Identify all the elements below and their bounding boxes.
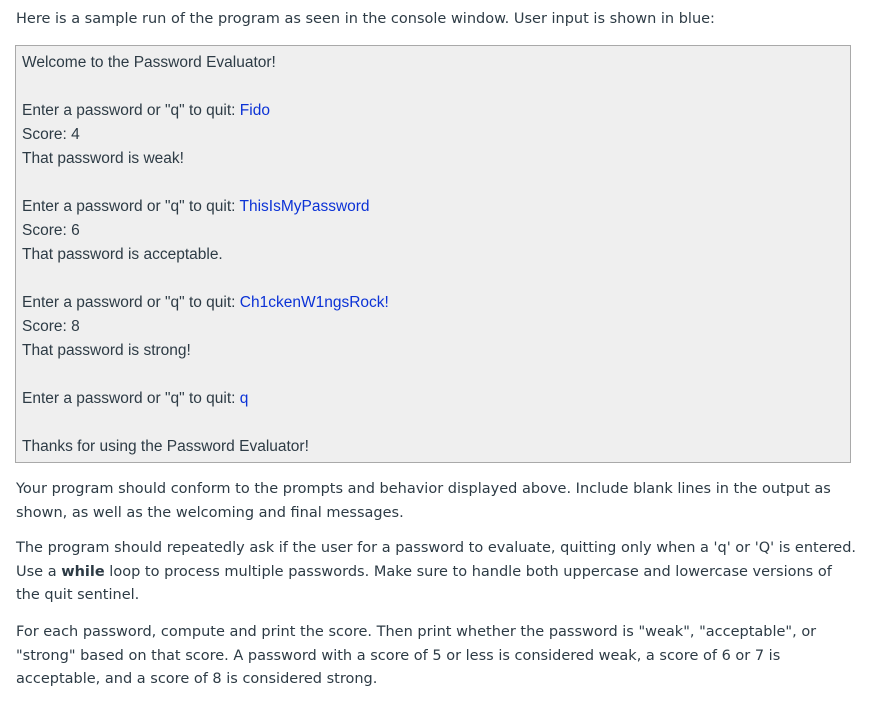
console-prompt: Enter a password or "q" to quit:: [22, 198, 240, 215]
paragraph-conform: Your program should conform to the prompts and behavior displayed above. Include blank lines in the output as shown, as well as the welcoming and final messages.: [16, 481, 831, 521]
paragraph-loop-start: The program should repeatedly ask if the user for a password to evaluate, quitting only when a 'q' or 'Q' is entered. Use a: [16, 540, 857, 580]
console-verdict: That password is acceptable.: [22, 246, 223, 263]
console-prompt: Enter a password or "q" to quit:: [22, 102, 240, 119]
console-score: Score: 8: [22, 318, 80, 335]
console-window: [15, 45, 851, 463]
intro-text: Here is a sample run of the program as seen in the console window. User input is shown in blue:: [16, 11, 715, 27]
user-input: Ch1ckenW1ngsRock!: [239, 294, 389, 311]
user-input: Fido: [239, 102, 270, 119]
console-goodbye: Thanks for using the Password Evaluator!: [22, 438, 309, 455]
console-welcome: Welcome to the Password Evaluator!: [22, 54, 276, 71]
console-score: Score: 6: [22, 222, 80, 239]
console-prompt-line: [22, 388, 248, 410]
console-verdict: That password is weak!: [22, 150, 184, 167]
user-input: ThisIsMyPassword: [239, 198, 370, 215]
paragraph-loop: [16, 537, 856, 608]
console-prompt-line: [22, 196, 370, 218]
paragraph-score: For each password, compute and print the score. Then print whether the password is "weak", "acceptable", or "strong" based on that score. A password with a score of 5 or less is considered weak, a score of 6 or 7 is acceptable, and a score of 8 is considered strong.: [16, 624, 817, 687]
user-input: q: [239, 390, 249, 407]
console-prompt-line: [22, 100, 270, 122]
console-score: Score: 4: [22, 126, 80, 143]
console-prompt: Enter a password or "q" to quit:: [22, 390, 240, 407]
console-prompt: Enter a password or "q" to quit:: [22, 294, 240, 311]
paragraph-loop-end: loop to process multiple passwords. Make sure to handle both uppercase and lowercase versions of the quit sentinel.: [16, 563, 832, 603]
console-prompt-line: [22, 292, 389, 314]
keyword-while: while: [61, 563, 105, 580]
console-verdict: That password is strong!: [22, 342, 191, 359]
